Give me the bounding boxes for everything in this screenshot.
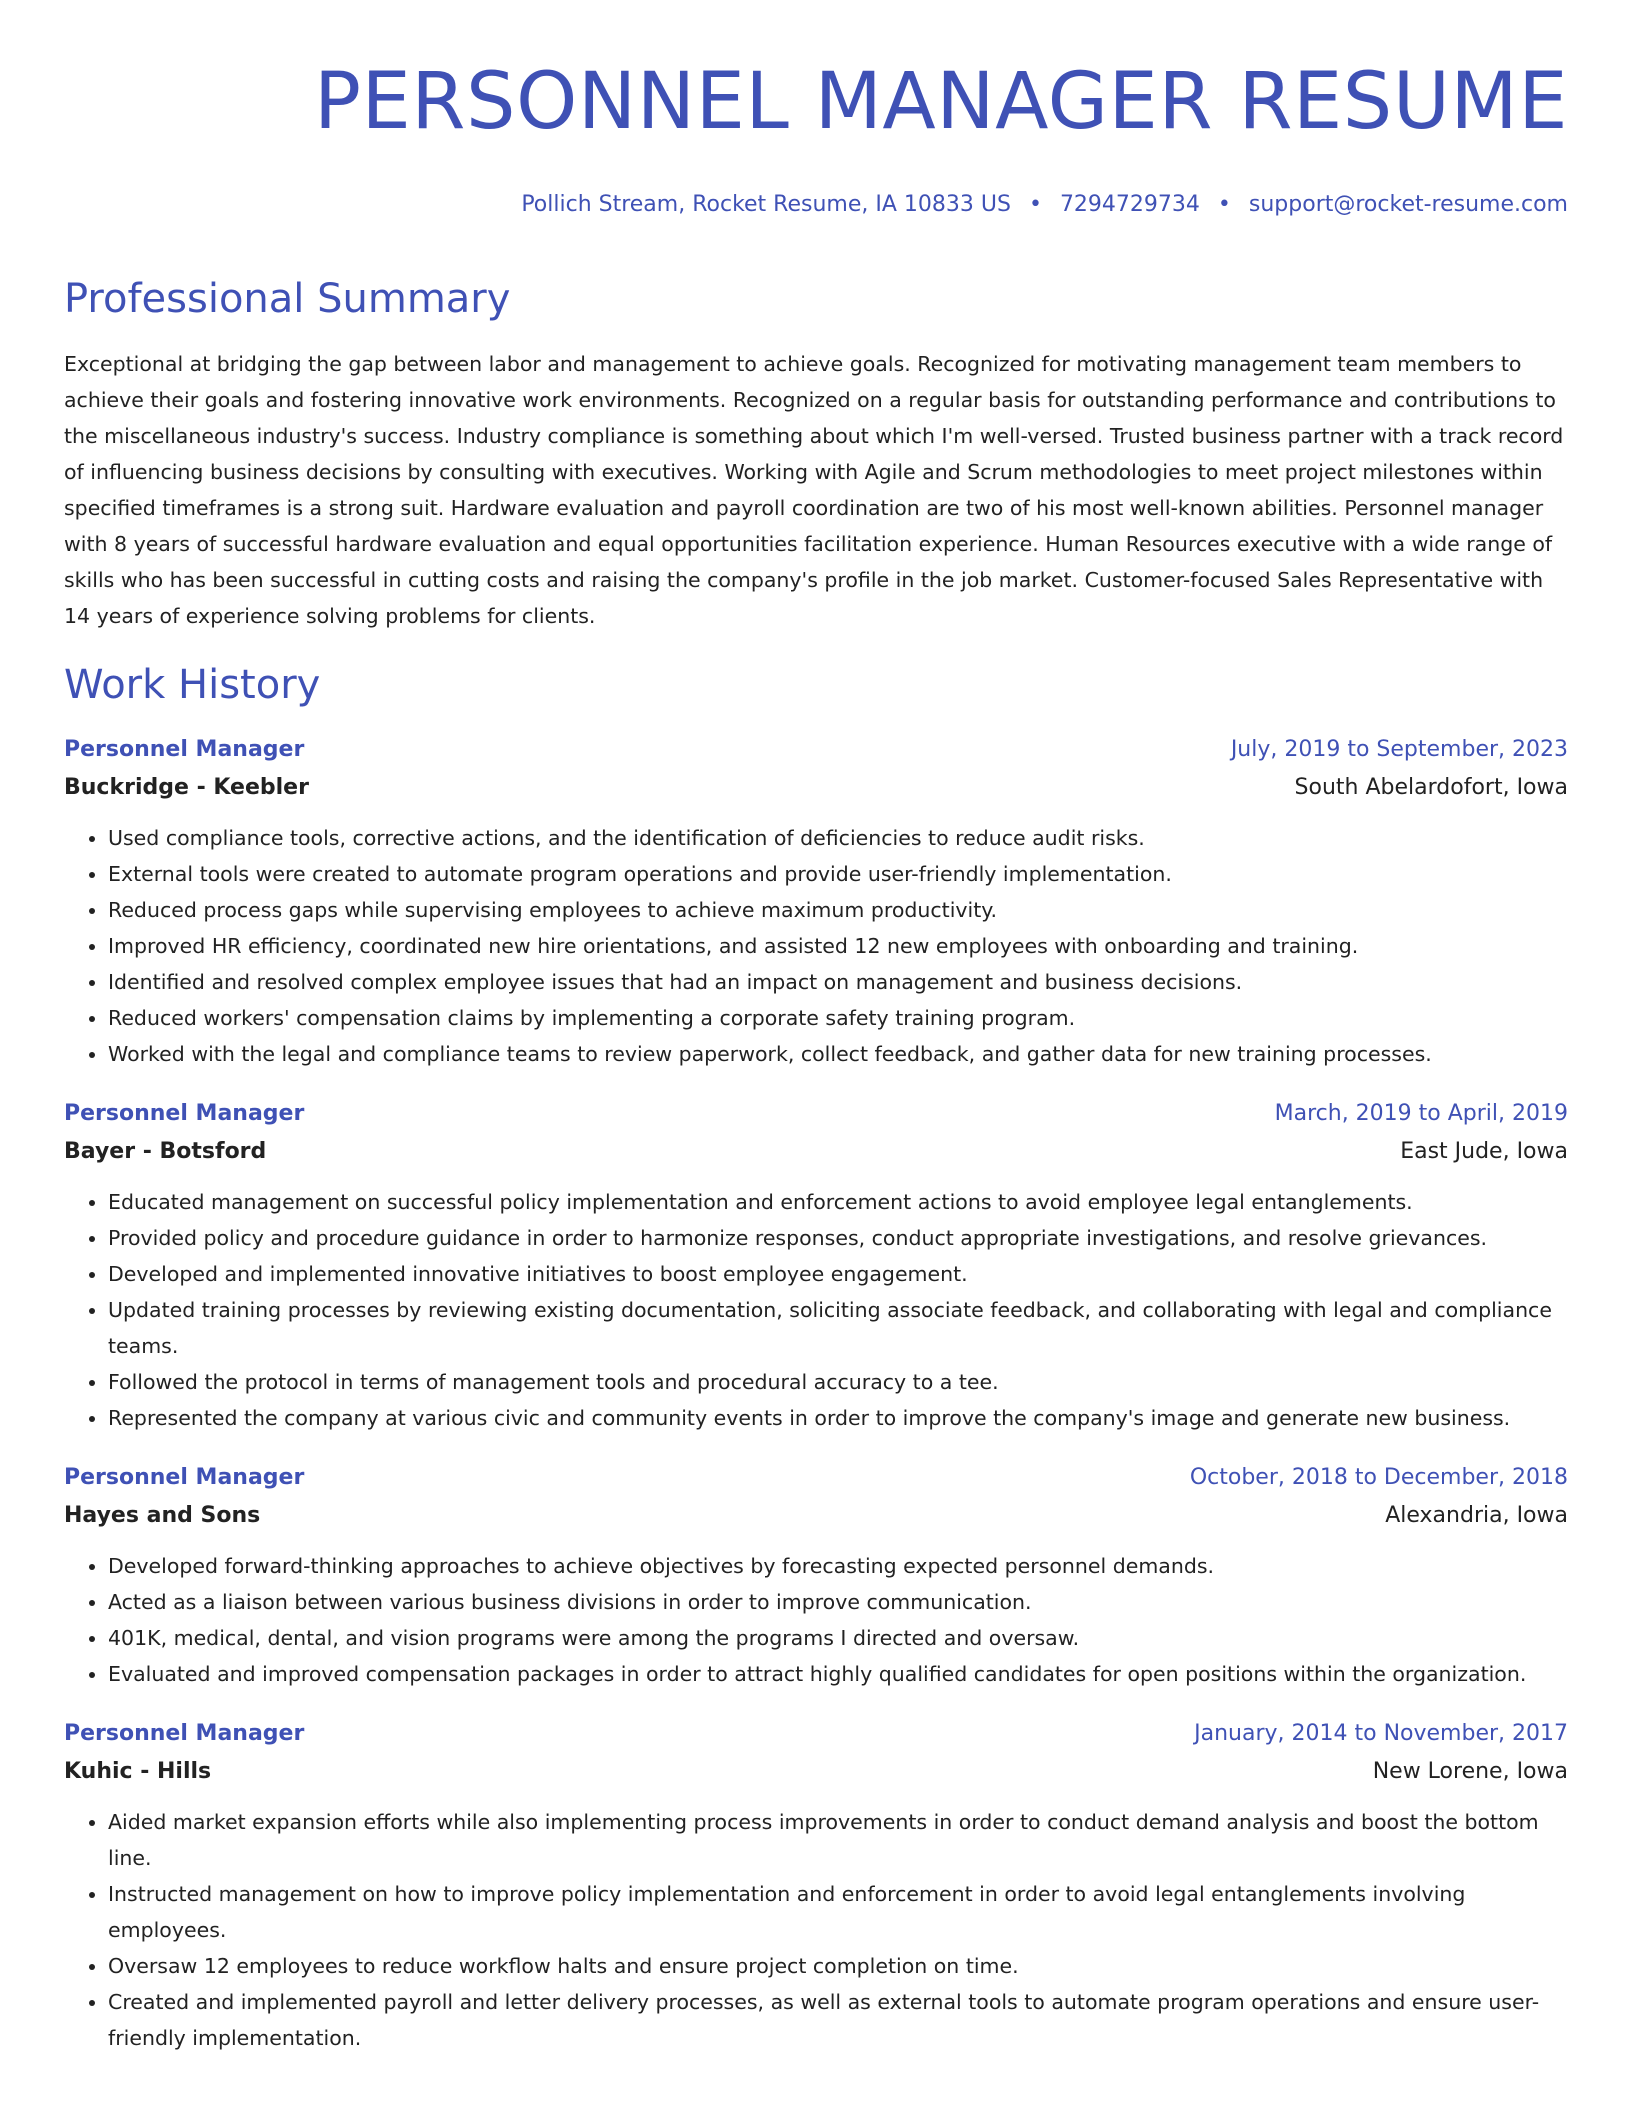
job-entry <box>64 1460 1568 1692</box>
contact-email: support@rocket-resume.com <box>1248 192 1568 217</box>
job-bullet: • Worked with the legal and compliance teams to review paperwork, collect feedback, and gather data for new training processes. <box>108 1036 1568 1072</box>
summary-text: Exceptional at bridging the gap between labor and management to achieve goals. Recognized for motivating management team members to achieve their goals and fostering innovative work environments. Recognized on a regular basis for outstanding performance and contributions to the miscellaneous industry's success. Industry compliance is something about which I'm well-versed. Trusted business partner with a track record of influencing business decisions by consulting with executives. Working with Agile and Scrum methodologies to meet project milestones within specified timeframes is a strong suit. Hardware evaluation and payroll coordination are two of his most well-known abilities. Personnel manager with 8 years of successful hardware evaluation and equal opportunities facilitation experience. Human Resources executive with a wide range of skills who has been successful in cutting costs and raising the company's profile in the job market. Customer-focused Sales Representative with 14 years of experience solving problems for clients. <box>64 352 1564 628</box>
job-bullet: • Provided policy and procedure guidance in order to harmonize responses, conduct appropriate investigations, and resolve grievances. <box>108 1220 1568 1256</box>
summary-heading: Professional Summary <box>64 276 511 322</box>
job-location: South Abelardofort, Iowa <box>1294 775 1568 800</box>
job-bullet: • Evaluated and improved compensation packages in order to attract highly qualified candidates for open positions within the organization. <box>108 1656 1568 1692</box>
job-dates: July, 2019 to September, 2023 <box>1230 737 1568 762</box>
contact-separator: • <box>1028 192 1042 217</box>
job-entry <box>64 732 1568 1072</box>
job-bullet: • Created and implemented payroll and letter delivery processes, as well as external tools to automate program operations and ensure user-friendly implementation. <box>108 1984 1568 2056</box>
job-location: East Jude, Iowa <box>1400 1139 1568 1164</box>
job-title: Personnel Manager <box>64 1465 305 1490</box>
job-bullet: • Updated training processes by reviewing existing documentation, soliciting associate feedback, and collaborating with legal and compliance teams. <box>108 1292 1568 1364</box>
work-history-list <box>64 732 1568 2056</box>
job-entry <box>64 1096 1568 1436</box>
work-history-heading: Work History <box>64 662 321 708</box>
job-bullet: • Developed forward-thinking approaches to achieve objectives by forecasting expected personnel demands. <box>108 1548 1568 1584</box>
job-bullet: • Identified and resolved complex employee issues that had an impact on management and business decisions. <box>108 964 1568 1000</box>
job-location: New Lorene, Iowa <box>1372 1759 1568 1784</box>
job-title: Personnel Manager <box>64 737 305 762</box>
job-bullet: • 401K, medical, dental, and vision programs were among the programs I directed and oversaw. <box>108 1620 1568 1656</box>
contact-address: Pollich Stream, Rocket Resume, IA 10833 US <box>521 192 1011 217</box>
contact-separator: • <box>1217 192 1231 217</box>
job-bullet: • Developed and implemented innovative initiatives to boost employee engagement. <box>108 1256 1568 1292</box>
job-bullet: • Instructed management on how to improve policy implementation and enforcement in order to avoid legal entanglements involving employees. <box>108 1876 1568 1948</box>
job-bullets <box>64 820 1568 1072</box>
job-title: Personnel Manager <box>64 1101 305 1126</box>
job-company: Kuhic - Hills <box>64 1759 212 1784</box>
job-bullet: • Used compliance tools, corrective actions, and the identification of deficiencies to reduce audit risks. <box>108 820 1568 856</box>
job-bullet: • Followed the protocol in terms of management tools and procedural accuracy to a tee. <box>108 1364 1568 1400</box>
job-bullet: • Aided market expansion efforts while also implementing process improvements in order to conduct demand analysis and boost the bottom line. <box>108 1804 1568 1876</box>
job-bullet: • External tools were created to automate program operations and provide user-friendly implementation. <box>108 856 1568 892</box>
job-location: Alexandria, Iowa <box>1385 1503 1568 1528</box>
job-dates: March, 2019 to April, 2019 <box>1274 1101 1568 1126</box>
job-company: Hayes and Sons <box>64 1503 261 1528</box>
job-bullet: • Improved HR efficiency, coordinated new hire orientations, and assisted 12 new employees with onboarding and training. <box>108 928 1568 964</box>
job-bullet: • Represented the company at various civic and community events in order to improve the company's image and generate new business. <box>108 1400 1568 1436</box>
job-dates: October, 2018 to December, 2018 <box>1189 1465 1568 1490</box>
job-bullets <box>64 1548 1568 1692</box>
job-entry <box>64 1716 1568 2056</box>
job-company: Bayer - Botsford <box>64 1139 267 1164</box>
job-bullets <box>64 1184 1568 1436</box>
job-bullets <box>64 1804 1568 2056</box>
job-bullet: • Oversaw 12 employees to reduce workflow halts and ensure project completion on time. <box>108 1948 1568 1984</box>
contact-info <box>64 190 1568 220</box>
job-bullet: • Reduced process gaps while supervising employees to achieve maximum productivity. <box>108 892 1568 928</box>
job-bullet: • Acted as a liaison between various business divisions in order to improve communication. <box>108 1584 1568 1620</box>
contact-phone: 7294729734 <box>1059 192 1200 217</box>
resume-title: PERSONNEL MANAGER RESUME <box>313 57 1568 147</box>
job-title: Personnel Manager <box>64 1721 305 1746</box>
job-bullet: • Educated management on successful policy implementation and enforcement actions to avoid employee legal entanglements. <box>108 1184 1568 1220</box>
job-bullet: • Reduced workers' compensation claims by implementing a corporate safety training program. <box>108 1000 1568 1036</box>
resume-page <box>64 52 1568 2056</box>
job-company: Buckridge - Keebler <box>64 775 309 800</box>
job-dates: January, 2014 to November, 2017 <box>1194 1721 1568 1746</box>
